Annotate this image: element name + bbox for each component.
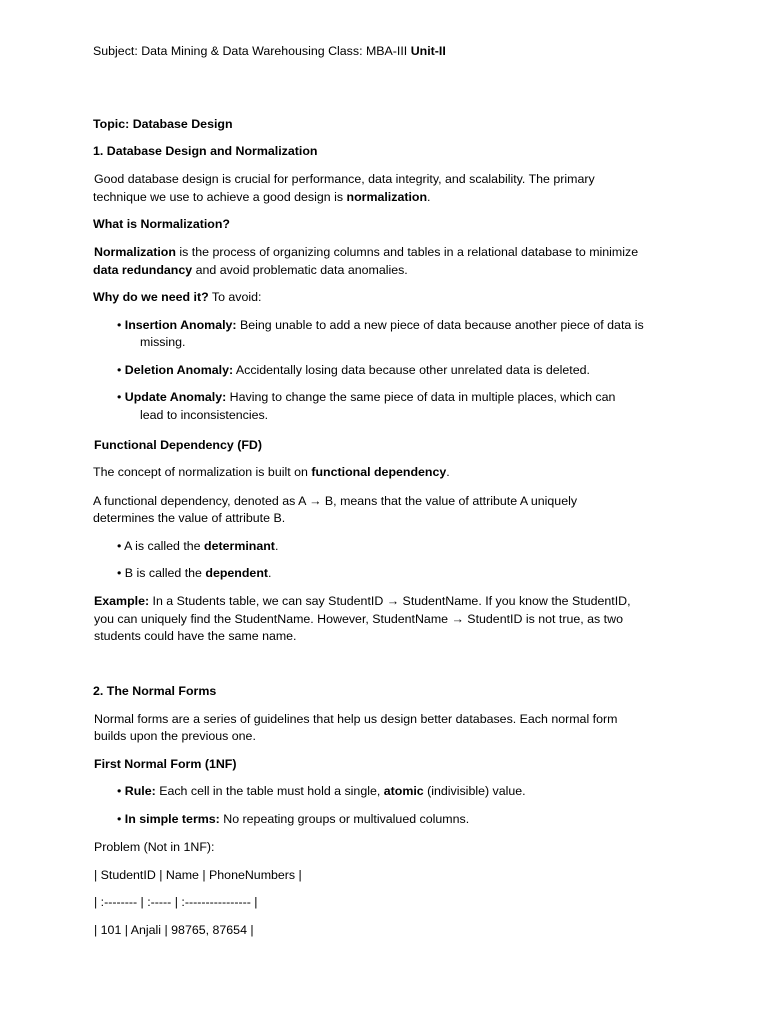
section-1-intro-line-2: technique we use to achieve a good design is normalization. — [93, 190, 431, 204]
term-dependent: dependent — [205, 566, 269, 580]
section-1-heading: 1. Database Design and Normalization — [93, 144, 318, 158]
fd-example-line-3: students could have the same name. — [94, 629, 297, 643]
term-functional-dependency: functional dependency — [311, 465, 447, 479]
header-subject: Subject: Data Mining & Data Warehousing Class: MBA-III — [93, 44, 411, 58]
term-normalization: normalization — [346, 190, 428, 204]
fd-list-item: • A is called the determinant. — [117, 539, 279, 553]
markdown-table-header-line: | StudentID | Name | PhoneNumbers | — [94, 868, 302, 882]
bullet: • — [117, 784, 125, 798]
bullet: • — [117, 318, 125, 332]
fd-definition-line-2: determines the value of attribute B. — [93, 511, 286, 525]
bullet: • — [117, 566, 125, 580]
normalization-definition-line-2: data redundancy and avoid problematic data anomalies. — [93, 263, 408, 277]
bullet: • — [117, 812, 125, 826]
first-normal-form-heading: First Normal Form (1NF) — [94, 757, 237, 771]
what-is-normalization-heading: What is Normalization? — [93, 217, 230, 231]
fd-example-line-1: Example: In a Students table, we can say StudentID → StudentName. If you know the StudentID, — [94, 594, 631, 608]
why-need-it: Why do we need it? To avoid: — [93, 290, 262, 304]
section-2-intro-line-2: builds upon the previous one. — [94, 729, 256, 743]
nf1-rule-item: • Rule: Each cell in the table must hold a single, atomic (indivisible) value. — [117, 784, 526, 798]
term-data-redundancy: data redundancy — [93, 263, 193, 277]
anomaly-list-item: • Deletion Anomaly: Accidentally losing data because other unrelated data is deleted. — [117, 363, 590, 377]
anomaly-list-item-continuation: missing. — [140, 335, 186, 349]
section-2-intro-line-1: Normal forms are a series of guidelines that help us design better databases. Each normal form — [94, 712, 618, 726]
anomaly-list-item-continuation: lead to inconsistencies. — [140, 408, 269, 422]
term-normalization: Normalization — [94, 245, 176, 259]
functional-dependency-heading: Functional Dependency (FD) — [94, 438, 262, 452]
nf1-simple-terms-item: • In simple terms: No repeating groups or multivalued columns. — [117, 812, 470, 826]
markdown-table-separator-line: | :-------- | :----- | :---------------- | — [94, 895, 258, 909]
fd-list-item: • B is called the dependent. — [117, 566, 272, 580]
nf1-problem-label: Problem (Not in 1NF): — [94, 840, 215, 854]
example-label: Example: — [94, 594, 150, 608]
bullet: • — [117, 363, 125, 377]
term-atomic: atomic — [383, 784, 424, 798]
anomaly-list-item: • Update Anomaly: Having to change the same piece of data in multiple places, which can — [117, 390, 616, 404]
page-header — [93, 42, 446, 60]
fd-definition-line-1: A functional dependency, denoted as A → B, means that the value of attribute A uniquely — [93, 494, 578, 508]
topic-heading: Topic: Database Design — [93, 117, 233, 131]
markdown-table-row-line: | 101 | Anjali | 98765, 87654 | — [94, 923, 254, 937]
header-unit: Unit-II — [410, 44, 446, 58]
fd-example-line-2: you can uniquely find the StudentName. However, StudentName → StudentID is not true, as two — [94, 612, 623, 626]
bullet: • — [117, 390, 125, 404]
section-2-heading: 2. The Normal Forms — [93, 684, 217, 698]
anomaly-list-item: • Insertion Anomaly: Being unable to add a new piece of data because another piece of data is — [117, 318, 644, 332]
fd-concept: The concept of normalization is built on functional dependency. — [93, 465, 450, 479]
term-determinant: determinant — [204, 539, 275, 553]
normalization-definition-line-1: Normalization is the process of organizing columns and tables in a relational database to minimize — [94, 245, 639, 259]
section-1-intro-line-1: Good database design is crucial for performance, data integrity, and scalability. The primary — [94, 172, 595, 186]
bullet: • — [117, 539, 125, 553]
